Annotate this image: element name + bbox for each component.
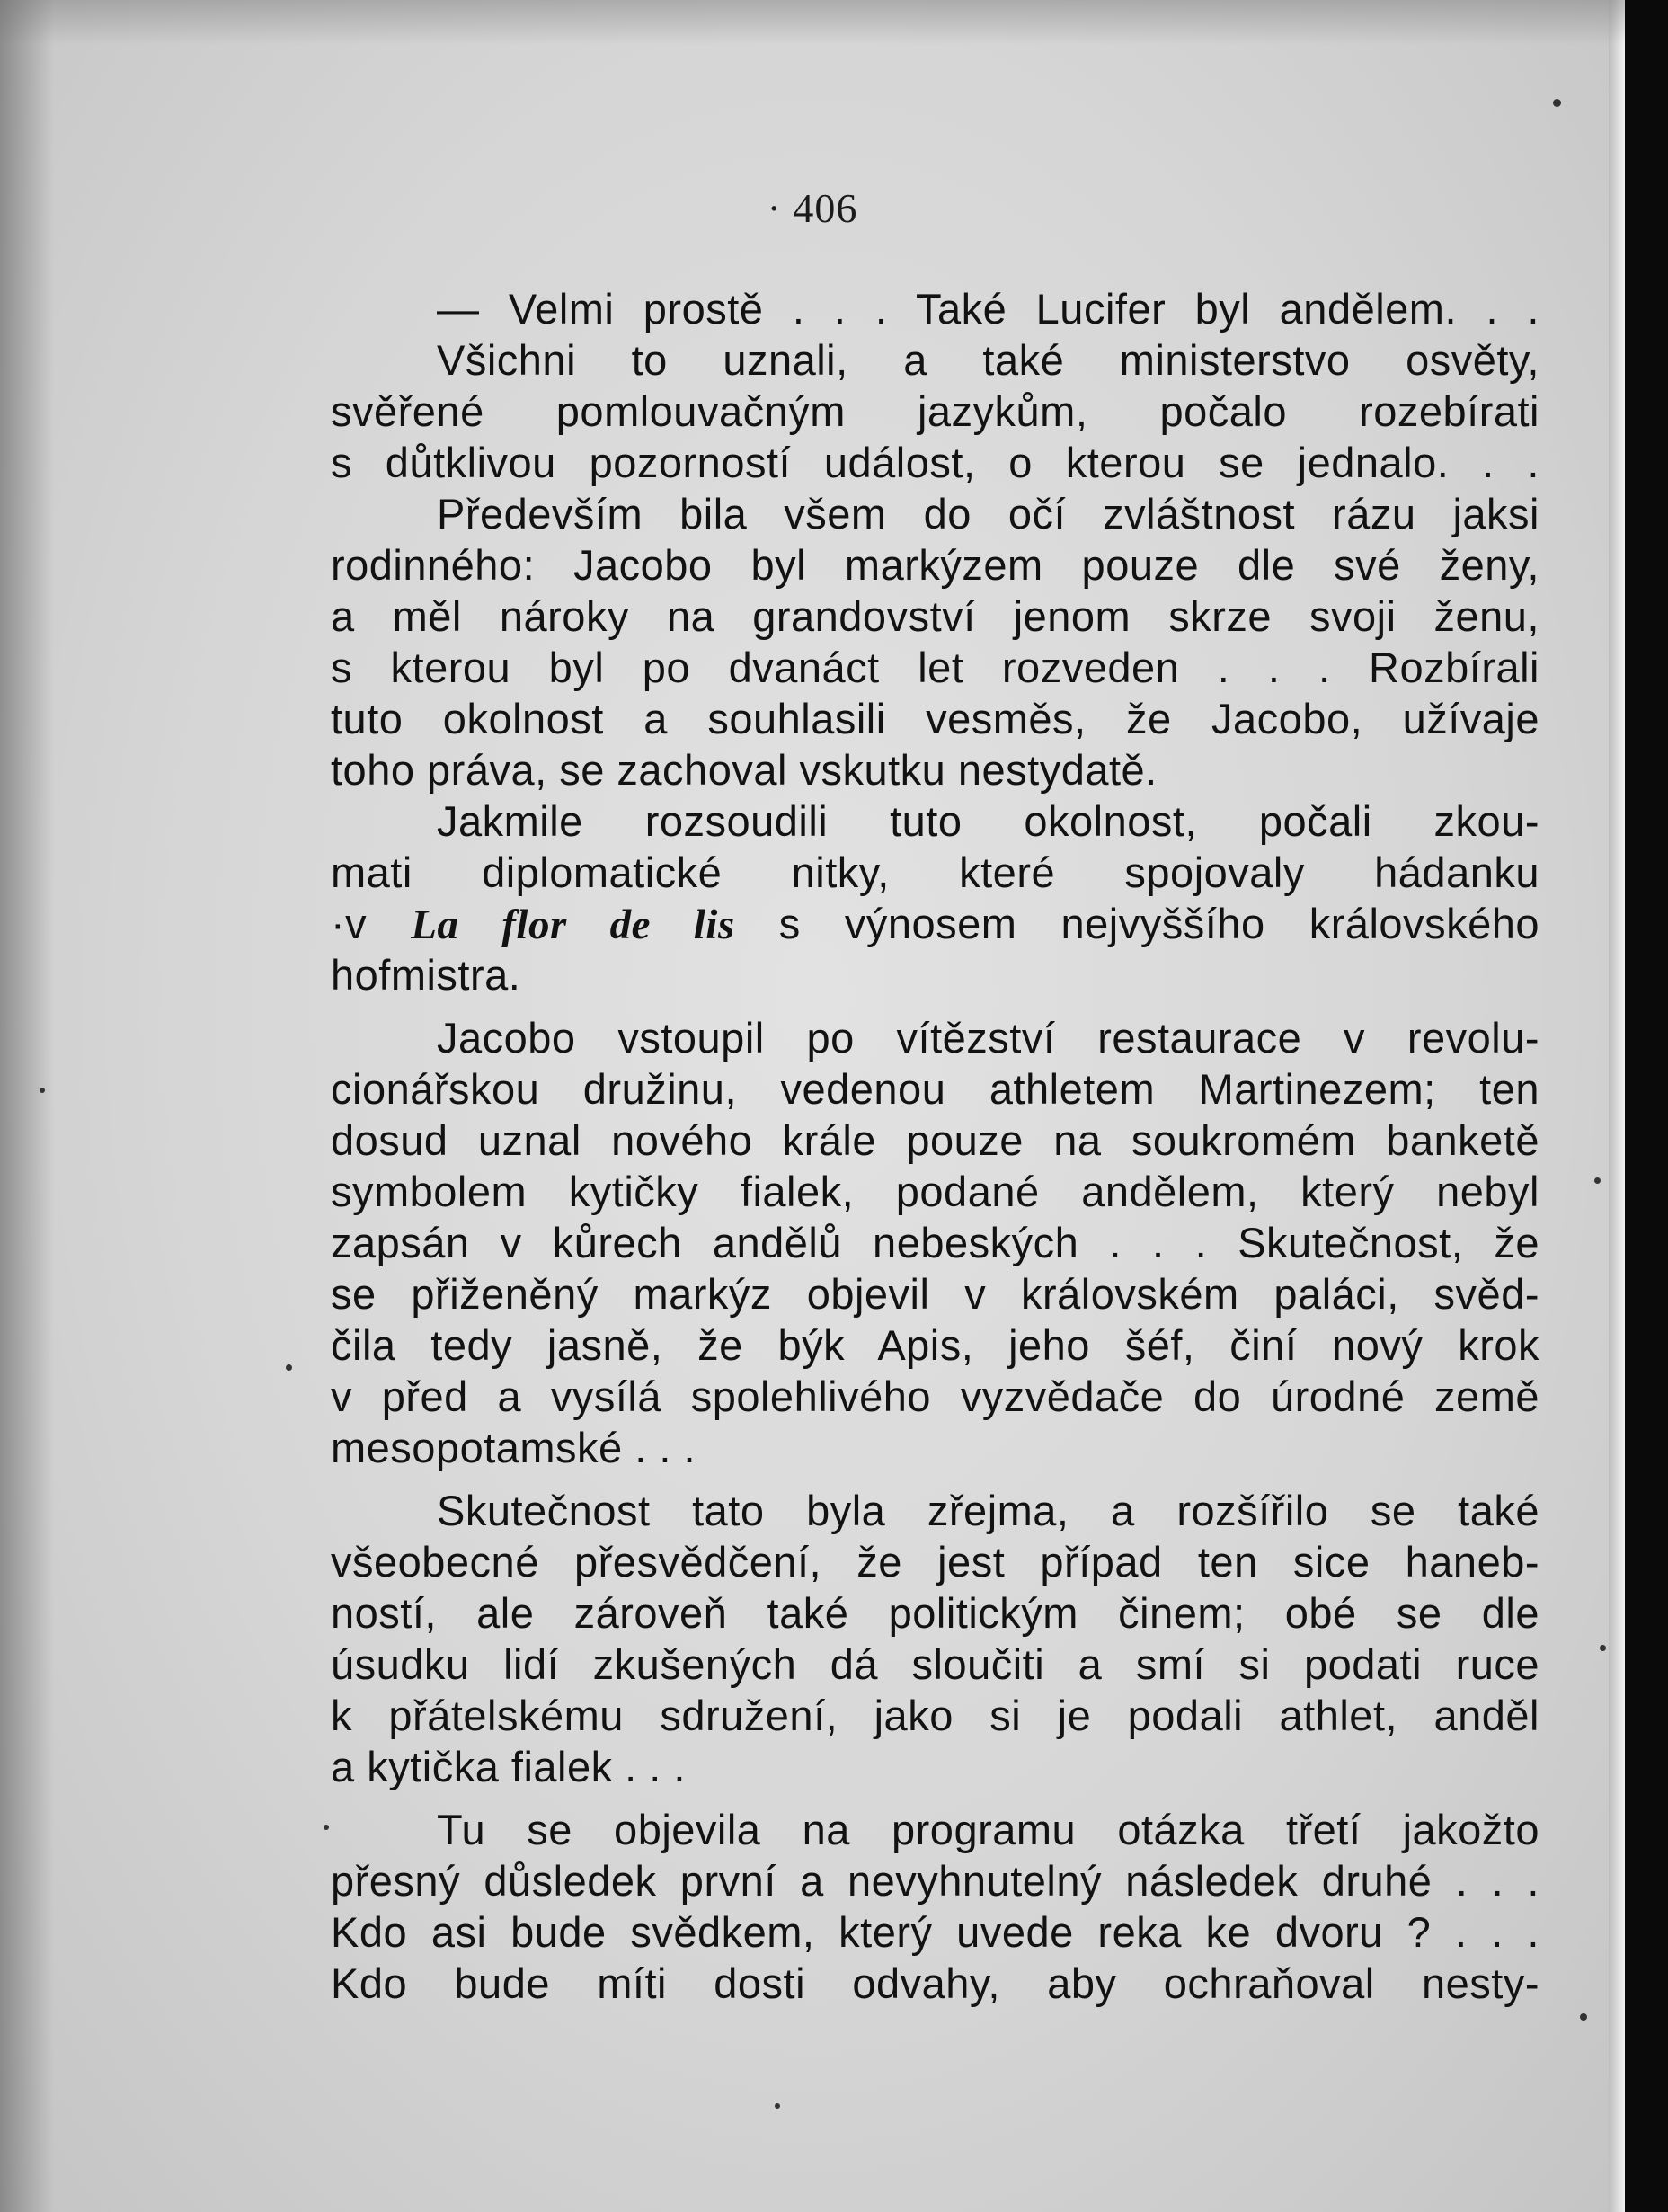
text-line-with-title xyxy=(331,898,1539,949)
scan-speck xyxy=(1594,1177,1601,1184)
text-line: ností, ale zároveň také politickým činem; obé se dle xyxy=(331,1589,1539,1637)
text-line: Především bila všem do očí zvláštnost rázu jaksi xyxy=(437,490,1539,537)
book-title-italic: La flor de lis xyxy=(411,902,735,948)
text-line: v před a vysílá spolehlivého vyzvědače do úrodné země xyxy=(331,1373,1539,1420)
text-line: mesopotamské . . . xyxy=(331,1424,696,1471)
text-line: k přátelskému sdružení, jako si je podali athlet, anděl xyxy=(331,1692,1539,1739)
text-line: svěřené pomlouvačným jazykům, počalo rozebírati xyxy=(331,387,1539,435)
text-line: Jakmile rozsoudili tuto okolnost, počali zkou- xyxy=(437,797,1539,845)
text-line: čila tedy jasně, že býk Apis, jeho šéf, činí nový krok xyxy=(331,1321,1539,1369)
text-line: a kytička fialek . . . xyxy=(331,1743,686,1790)
text-line: tuto okolnost a souhlasili vesměs, že Jacobo, užívaje xyxy=(331,695,1539,742)
scan-speck xyxy=(324,1825,329,1830)
text-line: cionářskou družinu, vedenou athletem Martinezem; ten xyxy=(331,1065,1539,1113)
text-line: všeobecné přesvědčení, že jest případ ten sice haneb- xyxy=(331,1538,1539,1586)
text-line: Jacobo vstoupil po vítězství restaurace v revolu- xyxy=(437,1014,1539,1062)
scan-speck xyxy=(1553,99,1561,107)
line-suffix: s výnosem nejvyššího královského xyxy=(734,900,1539,947)
page-right-edge xyxy=(1609,0,1625,2212)
scan-speck xyxy=(40,1088,45,1093)
scan-speck xyxy=(1580,2013,1587,2021)
text-line: Skutečnost tato byla zřejma, a rozšířilo se také xyxy=(437,1487,1539,1534)
text-line: — Velmi prostě . . . Také Lucifer byl andělem. . . xyxy=(437,285,1539,333)
text-line: přesný důsledek první a nevyhnutelný následek druhé . . . xyxy=(331,1857,1539,1905)
line-prefix: ·v xyxy=(331,900,412,947)
text-line: s důtklivou pozorností událost, o kterou se jednalo. . . xyxy=(331,439,1539,486)
scan-speck xyxy=(775,2103,780,2109)
text-line: s kterou byl po dvanáct let rozveden . . . Rozbírali xyxy=(331,644,1539,691)
scan-speck xyxy=(286,1364,292,1371)
text-line: úsudku lidí zkušených dá sloučiti a smí si podati ruce xyxy=(331,1640,1539,1688)
text-line: Tu se objevila na programu otázka třetí jakožto xyxy=(437,1806,1539,1853)
page-number: · 406 xyxy=(767,185,858,231)
text-line: hofmistra. xyxy=(331,951,521,999)
text-line: se přiženěný markýz objevil v královském paláci, svěd- xyxy=(331,1270,1539,1318)
text-line: zapsán v kůrech andělů nebeských . . . Skutečnost, že xyxy=(331,1219,1539,1266)
text-line: a měl nároky na grandovství jenom skrze svoji ženu, xyxy=(331,592,1539,640)
text-line: Kdo bude míti dosti odvahy, aby ochraňoval nesty- xyxy=(331,1959,1539,2007)
scan-speck xyxy=(1600,1645,1606,1651)
text-line: toho práva, se zachoval vskutku nestydatě. xyxy=(331,746,1158,794)
text-line: Všichni to uznali, a také ministerstvo osvěty, xyxy=(437,336,1539,384)
text-line: rodinného: Jacobo byl markýzem pouze dle své ženy, xyxy=(331,541,1539,589)
text-line: mati diplomatické nitky, které spojovaly hádanku xyxy=(331,848,1539,896)
text-line: symbolem kytičky fialek, podané andělem, který nebyl xyxy=(331,1168,1539,1215)
text-line: dosud uznal nového krále pouze na soukromém banketě xyxy=(331,1116,1539,1164)
text-line: Kdo asi bude svědkem, který uvede reka ke dvoru ? . . . xyxy=(331,1908,1539,1956)
body-text xyxy=(331,283,1539,2009)
